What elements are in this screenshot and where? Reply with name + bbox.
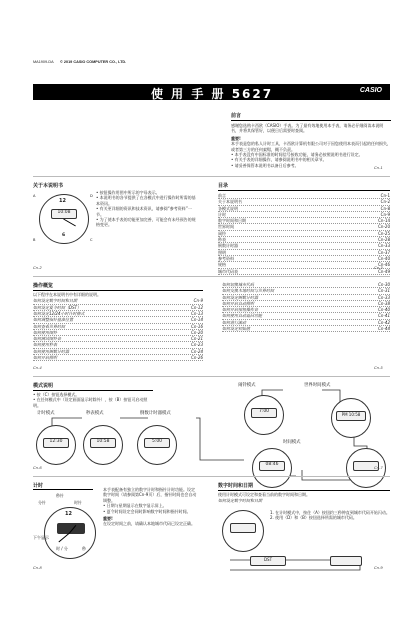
lcd-timekeeping: 12:30 — [43, 438, 69, 448]
mode-label-timekeeping: 计时模式 — [37, 411, 55, 416]
step-1: 1. 在计时模式中，按住（A）按钮约三秒钟直到城市代码开始闪动。 — [270, 510, 390, 515]
toc-label: 如何查看世界时间 — [33, 323, 65, 329]
page-number: Cn-4 — [33, 365, 42, 370]
toc-label: 如何设定倒数计时器 — [222, 294, 258, 300]
about-bullet: • 按钮操作用图中所示的字母表示。 — [96, 190, 160, 195]
toc-page: Cn-30 — [378, 282, 390, 287]
toc-label: 如何使用自动返回功能 — [222, 313, 262, 319]
modes-bullet: • 按（C）按钮选择模式。 — [33, 392, 80, 397]
preface-heading: 前言 — [231, 113, 242, 119]
toc-label: 如何设定初始值 — [222, 326, 250, 332]
digital-time-heading: 数字时间和日期 — [218, 483, 254, 489]
toc-page: Cn-23 — [191, 342, 203, 348]
preface-note-heading: 重要! — [231, 135, 241, 141]
mode-label-stopwatch: 秒表模式 — [86, 411, 104, 416]
toc-page: Cn-42 — [378, 319, 390, 325]
toc-label: 如何设定夏令时间（DST） — [33, 304, 82, 310]
toc-label: 关于本说明书 — [218, 199, 242, 205]
toc-page: Cn-12 — [191, 304, 203, 310]
toc-page: Cn-40 — [378, 307, 390, 313]
button-c-label: C — [90, 238, 93, 242]
toc-label: 如何设定数字时间和日期 — [33, 298, 77, 304]
toc-page: Cn-1 — [380, 193, 390, 198]
toc-page: Cn-20 — [191, 329, 203, 335]
toc-label: 倒数计时器 — [218, 243, 238, 249]
page-title: 使 用 手 册 5627 — [151, 87, 274, 101]
toc-page: Cn-41 — [378, 313, 390, 319]
lcd-worldtime: PM 10:58 — [336, 411, 366, 421]
page-number: Cn-8 — [33, 565, 42, 570]
toc-label: 如何使用倒数计时器 — [33, 348, 69, 354]
preface-body: 感谢您选购卡西欧（CASIO）手表。为了最有效地使用本手表，请务必仔细阅读本说明书，并将其保管好，以便日后需要时查阅。 — [231, 123, 384, 134]
label-hour-hand: 时针 — [74, 500, 82, 505]
button-a-label: A — [33, 194, 36, 198]
toc-page: Cn-37 — [378, 249, 390, 255]
step-2: 2. 使用（D）和（B）按钮选择所需的城市代码。 — [270, 515, 357, 521]
casio-logo: CASIO — [359, 87, 382, 94]
label-minute-hand: 分针 — [38, 500, 46, 505]
dial-12: 12 — [65, 511, 72, 517]
page-number: Cn-1 — [374, 165, 383, 170]
mode-label-timer: 倒数计时器模式 — [140, 411, 171, 416]
lcd-alarm: 7:00 — [251, 408, 277, 418]
timekeeping-note-heading: 重要! — [103, 516, 113, 522]
copyright: © 2019 CASIO COMPUTER CO., LTD. — [60, 60, 127, 64]
button-b-label: B — [33, 238, 36, 242]
lcd-stopwatch: 10:58 — [90, 438, 116, 448]
toc-page: Cn-8 — [380, 205, 390, 211]
preface-body-2: 本手表是您的私人计时工具，卡西欧计算机有限公司对于因您使用本表而引起的任何损失，或者第三方的任何索赔，概不负责。 — [231, 141, 391, 152]
toc-label: 如何切换城市代码 — [222, 282, 254, 287]
toc-label: 秒表 — [218, 237, 226, 243]
toc-label: 数字时间和日期 — [218, 218, 246, 224]
toc-label: 如何使用闹铃 — [33, 329, 57, 335]
toc-page: Cn-2 — [380, 199, 390, 205]
contents-heading: 目录 — [218, 183, 229, 189]
toc-label: 前言 — [218, 193, 226, 198]
procedure-heading: 操作概览 — [33, 283, 54, 289]
mode-label-alarm: 闹铃模式 — [238, 383, 256, 388]
toc-label: 如何进行滚动 — [222, 319, 246, 325]
timekeeping-body: 本手表配备有独立的数字计时和指针计时功能。设定数字时间（请参阅第Cn-9页）后，指针时间也会自动调整。 — [103, 487, 197, 503]
toc-page: Cn-21 — [191, 336, 203, 342]
toc-label: 照明 — [218, 249, 226, 255]
button-d-label: D — [90, 194, 93, 198]
toc-page: Cn-38 — [378, 300, 390, 306]
digital-time-subheading: 如何设定数字时间和日期 — [218, 498, 262, 504]
mode-label-worldtime: 世界时间模式 — [304, 383, 331, 388]
toc-page: Cn-49 — [378, 268, 390, 274]
timekeeping-note: 在设定时间之前，请确认本地城市代码已设定正确。 — [103, 521, 195, 527]
toc-label: 如何开启按钮操作音 — [222, 307, 258, 313]
page-number: Cn-9 — [374, 565, 383, 570]
toc-page: Cn-31 — [378, 288, 390, 294]
toc-page: Cn-13 — [191, 311, 203, 316]
preface-bullet: • 本手表没有中国标准的时间信号接收功能，请务必按照说明书进行设定。 — [231, 152, 363, 158]
label-second-hand: 秒针 — [56, 493, 64, 498]
toc-page: Cn-20 — [378, 224, 390, 230]
mode-label-time: 时间模式 — [283, 440, 301, 445]
toc-label: 如何设定12/24小时计时格式 — [33, 311, 85, 316]
toc-page: Cn-33 — [378, 294, 390, 300]
toc-page: Cn-25 — [378, 230, 390, 236]
toc-page: Cn-33 — [378, 243, 390, 249]
about-heading: 关于本说明书 — [33, 183, 64, 189]
toc-label: 如何开启自动照明 — [222, 300, 254, 306]
lcd-time: 08:46 — [259, 461, 285, 471]
timekeeping-heading: 计时 — [33, 483, 44, 489]
page-number: Cn-6 — [33, 465, 42, 470]
toc-page: Cn-14 — [378, 218, 390, 224]
page-number: Cn-2 — [33, 265, 42, 270]
dst-next-indicator — [330, 556, 362, 566]
page-number: Cn-5 — [374, 365, 383, 370]
dst-indicator: DST — [250, 556, 286, 566]
model-code: MA1909-DA — [33, 60, 54, 64]
toc-label: 规格 — [218, 262, 226, 268]
label-hour-minute: 时 / 分 — [56, 546, 68, 551]
toc-page: Cn-28 — [378, 237, 390, 243]
toc-label: 各模式说明 — [218, 205, 238, 211]
modes-heading: 模式说明 — [33, 383, 54, 389]
page-number: Cn-7 — [374, 465, 383, 470]
about-bullet: • 有关更详细的资讯和技术资讯，请参阅“参考资料”一节。 — [96, 206, 192, 217]
lcd-timer: 5:00 — [144, 438, 170, 448]
toc-label: 如何调整指针基准位置 — [33, 317, 73, 323]
preface-bullet: • 有关手表的详细操作，请参阅说明书中的相关章节。 — [231, 157, 327, 163]
page-number: Cn-3 — [374, 265, 383, 270]
toc-page: Cn-16 — [191, 323, 203, 329]
dial-12: 12 — [59, 198, 66, 204]
timekeeping-bullet: • 夏令时间设定会同时影响数字时间和指针时间。 — [103, 508, 191, 514]
toc-label: 城市代码表 — [218, 268, 238, 274]
procedure-intro: 以下程序在本说明书中有详细的说明。 — [33, 292, 101, 297]
label-seconds: 秒 — [82, 546, 86, 551]
toc-label: 如何测试闹铃音 — [33, 336, 61, 342]
label-pm: 下午显示 — [33, 535, 49, 540]
toc-page: Cn-24 — [191, 348, 203, 354]
toc-page: Cn-9 — [380, 211, 390, 217]
timekeeping-bullet: • 日期与星期显示在数字显示屏上。 — [103, 503, 167, 509]
toc-label: 闹铃 — [218, 230, 226, 236]
toc-page: Cn-44 — [378, 326, 390, 332]
toc-label: 如何交换本地时间与世界时间 — [222, 288, 274, 294]
toc-label: 世界时间 — [218, 224, 234, 230]
modes-bullet: • 在任何模式中（设定画面显示时除外），按（B）按钮可启动照明。 — [33, 397, 148, 408]
toc-label: 如何使用秒表 — [33, 342, 57, 348]
toc-label: 计时 — [218, 211, 226, 217]
digital-time-body: 使用计时模式可设定和查看当前的数字时间和日期。 — [218, 492, 310, 497]
about-bullet: • 本说明书的各节提供了在各模式中进行操作时所需的基本资讯。 — [96, 195, 196, 206]
about-bullet: • 为了使本手表的功能更加完善，可能会有未经预告的规格变更。 — [96, 217, 196, 228]
toc-page: Cn-9 — [193, 298, 203, 304]
toc-page: Cn-26 — [191, 355, 203, 361]
dial-6: 6 — [62, 233, 66, 238]
watch-lcd: 10:08 — [51, 209, 77, 219]
toc-page: Cn-40 — [378, 255, 390, 261]
preface-bullet: • 请妥善保管本说明书以备日后参考。 — [231, 162, 299, 168]
toc-label: 参考资料 — [218, 255, 234, 261]
toc-label: 如何开启照明 — [33, 355, 57, 361]
toc-page: Cn-46 — [378, 262, 390, 268]
toc-page: Cn-14 — [191, 317, 203, 323]
